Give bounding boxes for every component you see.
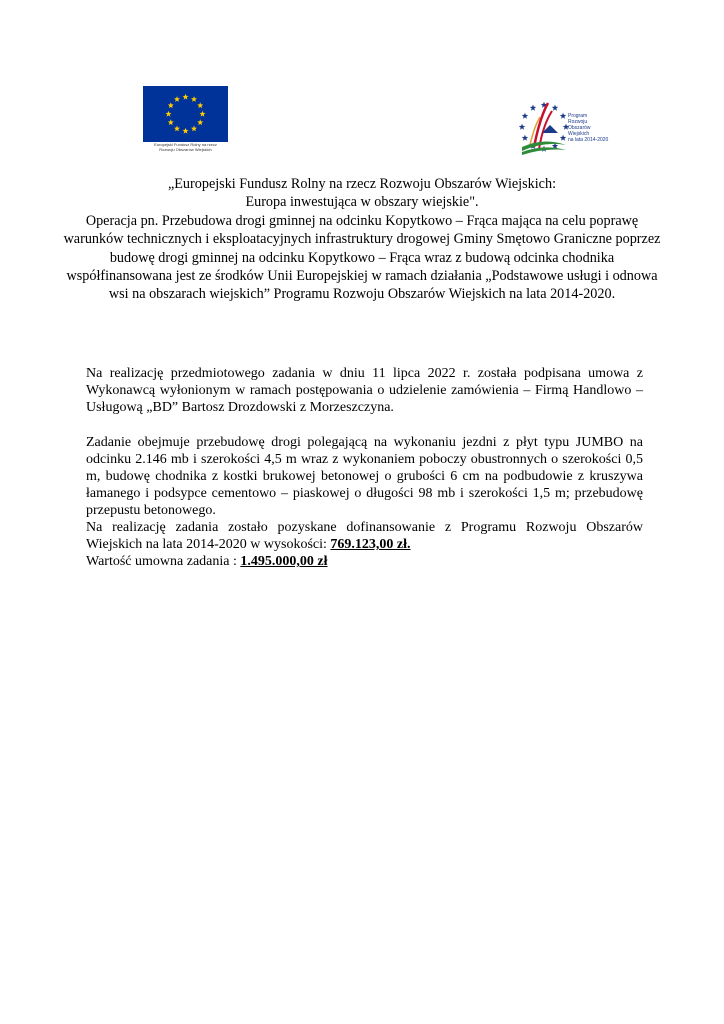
funding-text: Na realizację zadania zostało pozyskane dofinansowanie z Programu Rozwoju Obszarów Wiejskich na lata 2014-2020 w wysokości:: [86, 520, 643, 552]
contract-value-paragraph: [86, 553, 643, 570]
prow-star-icon: [552, 105, 558, 111]
prow-star-icon: [560, 113, 566, 119]
funding-amount: 769.123,00 zł.: [330, 537, 411, 552]
eu-flag-icon: [143, 86, 228, 142]
header-title-line2: Europa inwestująca w obszary wiejskie".: [245, 194, 479, 211]
eu-logo-caption: Europejski Fundusz Rolny na rzecz Rozwoju Obszarów Wiejskich: [154, 142, 217, 152]
contract-paragraph-block: [86, 365, 643, 416]
prow-star-icon: [530, 105, 536, 111]
scope-paragraph: Zadanie obejmuje przebudowę drogi polegającą na wykonaniu jezdni z płyt typu JUMBO na odcinku 2.146 mb i szerokości 4,5 m wraz z wykonaniem poboczy obustronnych o szerokości 0,5 m, budowę chodnika z kostki brukowej betonowej o grubości 6 cm na podbudowie z kruszywa łamanego i podsypce cementowo – piaskowej o długości 98 mb i szerokości 1,5 m; przebudowę przepustu betonowego.: [86, 435, 643, 518]
contract-value-amount: 1.495.000,00 zł: [240, 554, 328, 569]
eu-logo: [143, 86, 228, 152]
header-block: [60, 175, 664, 304]
funding-paragraph: [86, 519, 643, 553]
prow-star-icon: [522, 113, 528, 119]
operation-description: Operacja pn. Przebudowa drogi gminnej na odcinku Kopytkowo – Frąca mająca na celu poprawę warunków technicznych i eksploatacyjnych infrastruktury drogowej Gminy Smętowo Graniczne poprzez budowę drogi gminnej na odcinku Kopytkowo – Frąca wraz z budową odcinka chodnika współfinansowana jest ze środków Unii Europejskiej w ramach działania „Podstawowe usługi i odnowa wsi na obszarach wiejskich” Programu Rozwoju Obszarów Wiejskich na lata 2014-2020.: [63, 212, 661, 303]
header-title-line1: „Europejski Fundusz Rolny na rzecz Rozwoju Obszarów Wiejskich:: [167, 176, 557, 192]
contract-value-label: Wartość umowna zadania :: [86, 554, 241, 569]
scope-block: [86, 434, 643, 570]
contract-paragraph: Na realizację przedmiotowego zadania w dniu 11 lipca 2022 r. została podpisana umowa z Wykonawcą wyłonionym w ramach postępowania o udzielenie zamówienia – Firmą Handlowo – Usługową „BD” Bartosz Drozdowski z Morzeszczyna.: [86, 366, 643, 415]
prow-logo-text: Program Rozwoju Obszarów Wiejskich na lata 2014-2020: [568, 113, 609, 143]
prow-star-icon: [522, 135, 528, 141]
prow-star-icon: [519, 124, 525, 130]
prow-star-icon: [560, 135, 566, 141]
